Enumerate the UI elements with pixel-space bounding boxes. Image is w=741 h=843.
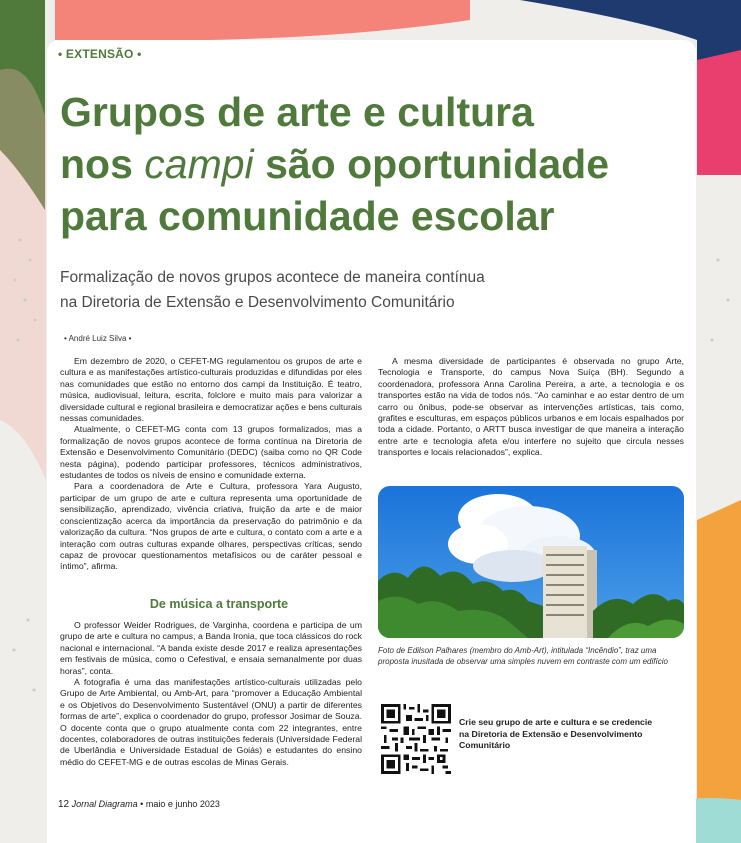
paragraph: Atualmente, o CEFET-MG conta com 13 grupos formalizados, mas a formalização de novos grupos acontece de forma contínua na Diretoria de Extensão e Desenvolvimento Comunitário (DEDC) (saiba como no QR Code nesta página), podendo participar professores, técnicos administrativos, estudantes de todos os níveis de ensino e comunidade externa. <box>60 424 362 481</box>
article-title <box>60 86 680 242</box>
subtitle-line-1: Formalização de novos grupos acontece de maneira contínua <box>60 269 485 286</box>
paragraph: Em dezembro de 2020, o CEFET-MG regulamentou os grupos de arte e cultura e as manifestações artístico-culturais produzidas e difundidas por eles nas comunidades que estão no entorno dos campi da Instituição. É teatro, música, audiovisual, leitura, escrita, folclore e muito mais para valorizar a diversidade cultural e regional brasileira e democratizar ações e bens culturais nessas comunidades. <box>60 356 362 424</box>
page-footer <box>58 799 220 810</box>
title-line-2-post: são oportunidade <box>253 141 610 187</box>
author-byline: • André Luiz Silva • <box>64 334 132 343</box>
issue-date: • maio e junho 2023 <box>137 799 220 809</box>
section-heading: De música a transporte <box>149 597 289 611</box>
title-line-2-pre: nos <box>60 141 145 187</box>
title-line-3: para comunidade escolar <box>60 193 555 239</box>
paragraph: O professor Weider Rodrigues, de Varginha, coordena e participa de um grupo de arte e cultura no campus, a Banda Ironia, que toca clássicos do rock nacional e internacional. “A banda existe desde 2017 e realiza apresentações em festivais de música, como o Cefestival, e ensaia semanalmente por duas horas”, conta. <box>60 620 362 676</box>
column-1-lower <box>60 620 362 768</box>
column-1-upper <box>60 356 362 573</box>
paragraph: A mesma diversidade de participantes é observada no grupo Arte, Tecnologia e Transporte, do campus Nova Suíça (BH). Segundo a coordenadora, professora Anna Carolina Pereira, a arte, a tecnologia e os transportes estão na vida de todos nós. “Ao caminhar e ao estar dentro de um carro ou ônibus, pode-se observar as intervenções artísticas, tais como, grafites e esculturas, em espaços públicos urbanos e em locais espalhados por toda a cidade. Portanto, o ARTT busca investigar de que maneira a interação entre arte e tecnologia afeta e/ou interfere no sujeito que circula nesses transportes e locais relacionados”, explica. <box>378 356 684 458</box>
section-tag: • EXTENSÃO • <box>58 47 142 61</box>
column-2 <box>378 356 684 459</box>
publication-name: Jornal Diagrama <box>71 799 138 809</box>
subtitle-line-2: na Diretoria de Extensão e Desenvolvimento Comunitário <box>60 294 455 311</box>
page-number: 12 <box>58 799 70 810</box>
qr-code[interactable] <box>381 704 451 774</box>
paragraph: A fotografia é uma das manifestações artístico-culturais utilizadas pelo Grupo de Arte Ambiental, ou Amb-Art, para “promover a Educação Ambiental e os Objetivos do Desenvolvimento Sustentável (ONU) a partir de diferentes formas de arte”, explica o coordenador do grupo, professor Josimar de Souza. O docente conta que o grupo atualmente conta com 22 integrantes, entre docentes, colaboradores de outras instituições federais (Universidade Federal de Uberlândia e Universidade Estadual de Goiás) e estudantes do ensino médio do CEFET-MG e de outras escolas de Minas Gerais. <box>60 677 362 767</box>
photo-caption: Foto de Edilson Palhares (membro do Amb-Art), intitulada “Incêndio”, traz uma proposta inusitada de observar uma simples nuvem em contraste com um edifício <box>378 646 668 666</box>
title-line-2-em: campi <box>144 141 254 187</box>
article-subtitle <box>60 265 620 315</box>
paragraph: Para a coordenadora de Arte e Cultura, professora Yara Augusto, participar de um grupo de arte e cultura representa uma oportunidade de sensibilização, aprendizado, vivência criativa, fruição da arte e de maior conscientização acerca da importância da preservação do patrimônio e da valorização da cultura. “Nos grupos de arte e cultura, o contato com a arte e a interação com outras culturas expande olhares, perspectivas críticas, sendo capaz de provocar questionamentos metafísicos ou de caráter pessoal e íntimo”, afirma. <box>60 481 362 572</box>
title-line-1: Grupos de arte e cultura <box>60 89 534 135</box>
qr-instructions: Crie seu grupo de arte e cultura e se credencie na Diretoria de Extensão e Desenvolvimento Comunitário <box>459 717 653 750</box>
article-photo <box>378 486 684 638</box>
